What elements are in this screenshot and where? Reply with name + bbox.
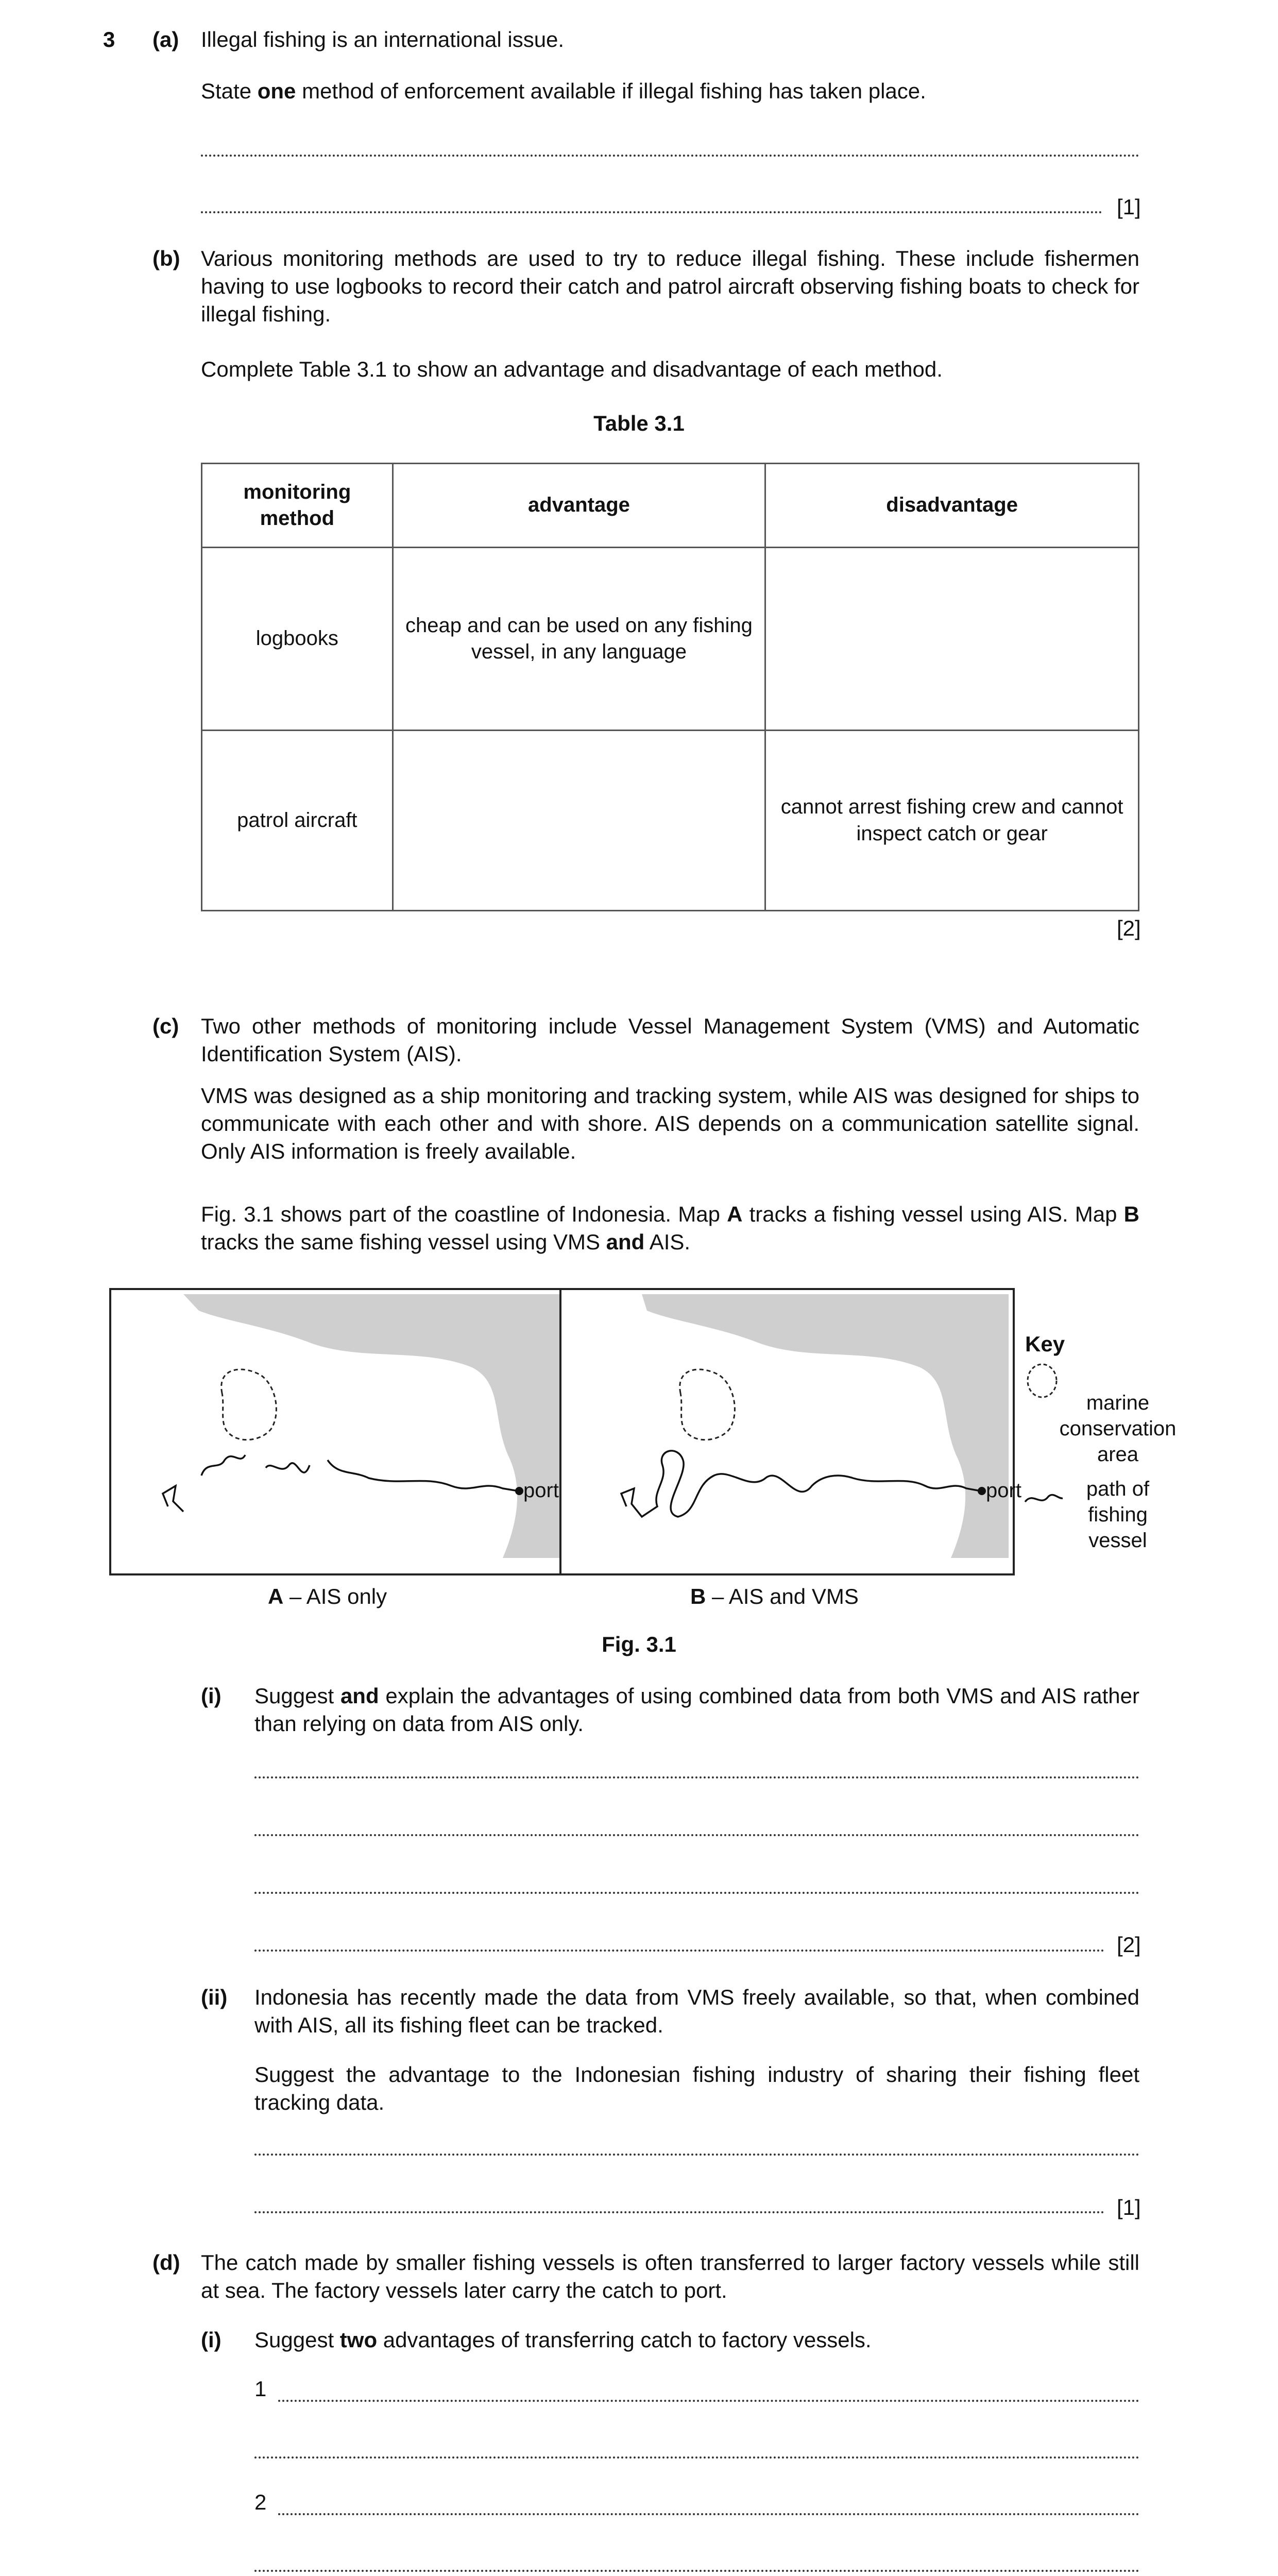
part-ci-label: (i)	[201, 1684, 221, 1708]
port-dot-b	[978, 1487, 986, 1495]
table-header-method: monitoring method	[202, 464, 393, 548]
part-c-p3: Fig. 3.1 shows part of the coastline of Indonesia. Map A tracks a fishing vessel using AIS. Map B tracks the same fishing vessel using VMS and AIS.	[201, 1202, 1139, 1254]
answer-line[interactable]	[254, 2570, 1139, 2572]
part-a-prompt: State one method of enforcement available if illegal fishing has taken place.	[201, 79, 926, 103]
answer-line[interactable]	[254, 1892, 1139, 1894]
part-cii-p2: Suggest the advantage to the Indonesian fishing industry of sharing their fishing fleet tracking data.	[254, 2062, 1139, 2114]
part-c-label: (c)	[152, 1014, 179, 1038]
answer-line[interactable]	[254, 1834, 1139, 1836]
answer-line[interactable]	[278, 2513, 1139, 2515]
table-row	[202, 548, 1139, 731]
port-dot-a	[515, 1487, 523, 1495]
part-d-intro: The catch made by smaller fishing vessels is often transferred to larger factory vessels while still at sea. The factory vessels later carry the catch to port.	[201, 2250, 1139, 2302]
map-b-caption: B – AIS and VMS	[690, 1584, 859, 1608]
part-di-label: (i)	[201, 2328, 221, 2352]
part-a-label: (a)	[152, 27, 179, 52]
table-cell-method: patrol aircraft	[202, 731, 393, 911]
table-cell-method: logbooks	[202, 548, 393, 731]
port-label-a: port	[523, 1479, 559, 1502]
answer-line[interactable]	[201, 211, 1102, 213]
table-cell-disadvantage: cannot arrest fishing crew and cannot inspect catch or gear	[765, 731, 1139, 911]
answer-line[interactable]	[201, 155, 1139, 157]
key-path-label: path of fishing vessel	[1086, 1478, 1150, 1552]
table-3-1	[201, 463, 1139, 911]
fig-3-1-caption: Fig. 3.1	[602, 1632, 676, 1656]
marks-cii: [1]	[1117, 2195, 1141, 2219]
fig-3-1-maps	[111, 1290, 1013, 1573]
land-map-a	[183, 1294, 559, 1558]
part-b-instruction: Complete Table 3.1 to show an advantage and disadvantage of each method.	[201, 357, 943, 381]
vessel-path-b	[621, 1451, 981, 1517]
marks-b: [2]	[1117, 916, 1141, 940]
part-a-intro: Illegal fishing is an international issue.	[201, 27, 565, 52]
marks-ci: [2]	[1117, 1933, 1141, 1957]
answer-number-1: 1	[254, 2377, 267, 2401]
fig-3-1-frame	[109, 1288, 1021, 1575]
answer-line[interactable]	[278, 2400, 1139, 2402]
port-label-b: port	[986, 1479, 1021, 1502]
answer-number-2: 2	[254, 2490, 267, 2514]
part-cii-label: (ii)	[201, 1985, 228, 2009]
marine-area-b	[680, 1369, 735, 1440]
table-header-advantage: advantage	[393, 464, 765, 548]
part-c-p2: VMS was designed as a ship monitoring and tracking system, while AIS was designed for ships to communicate with each other and with shore. AIS depends on a communication satellite signal. Only AIS information is freely available.	[201, 1083, 1139, 1163]
part-b-intro: Various monitoring methods are used to try to reduce illegal fishing. These include fishermen having to use logbooks to record their catch and patrol aircraft observing fishing boats to check for illegal fishing.	[201, 246, 1139, 326]
table-row	[202, 731, 1139, 911]
part-b-label: (b)	[152, 246, 180, 270]
marks-a: [1]	[1117, 195, 1141, 219]
answer-line[interactable]	[254, 2211, 1104, 2213]
part-d-label: (d)	[152, 2250, 180, 2275]
part-di-prompt: Suggest two advantages of transferring catch to factory vessels.	[254, 2328, 872, 2352]
key-title: Key	[1025, 1332, 1065, 1356]
vessel-path-a	[163, 1455, 518, 1512]
land-map-b	[642, 1294, 1009, 1558]
part-cii-p1: Indonesia has recently made the data from VMS freely available, so that, when combined with AIS, all its fishing fleet can be tracked.	[254, 1985, 1139, 2037]
table-cell-disadvantage-answer[interactable]	[765, 548, 1139, 731]
key-marine-label: marine conservation area	[1059, 1392, 1177, 1466]
part-ci-prompt: Suggest and explain the advantages of using combined data from both VMS and AIS rather than relying on data from AIS only.	[254, 1684, 1139, 1736]
table-header-disadvantage: disadvantage	[765, 464, 1139, 548]
marine-area-a	[221, 1369, 277, 1440]
table-title: Table 3.1	[593, 411, 685, 435]
question-number: 3	[103, 27, 115, 52]
table-cell-advantage-answer[interactable]	[393, 731, 765, 911]
table-cell-advantage: cheap and can be used on any fishing vessel, in any language	[393, 548, 765, 731]
answer-line[interactable]	[254, 2154, 1139, 2156]
answer-line[interactable]	[254, 1776, 1139, 1778]
path-key-icon	[1023, 1489, 1064, 1510]
answer-line[interactable]	[254, 2456, 1139, 2459]
answer-line[interactable]	[254, 1950, 1104, 1952]
map-a-caption: A – AIS only	[268, 1584, 387, 1608]
part-c-p1: Two other methods of monitoring include Vessel Management System (VMS) and Automatic Identification System (AIS).	[201, 1014, 1139, 1066]
